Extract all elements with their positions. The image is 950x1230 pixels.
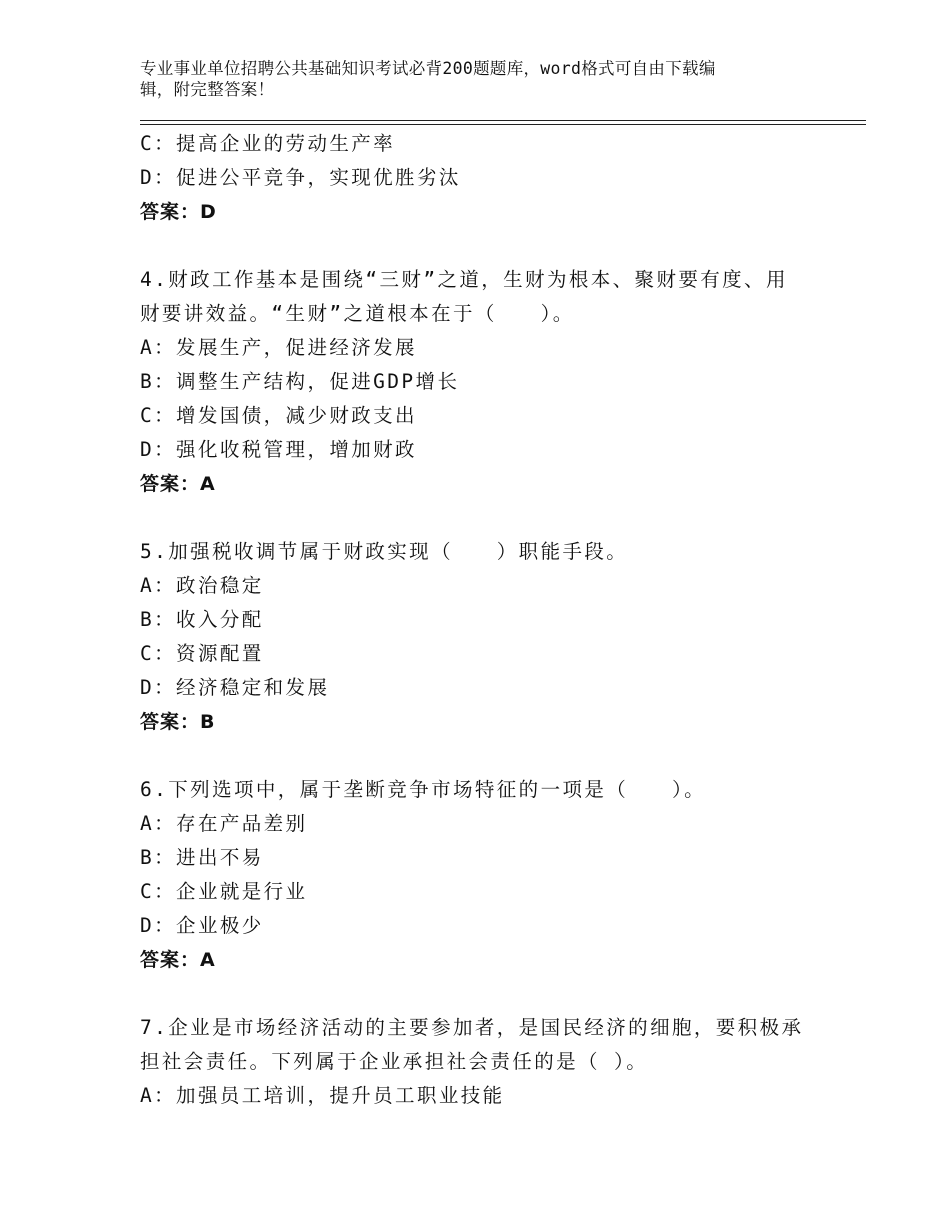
option-line: D：强化收税管理，增加财政 [140,438,417,461]
answer-line: 答案：A [140,949,216,971]
spacer [140,977,820,1011]
option-line: A：存在产品差别 [140,812,308,835]
question-content [140,127,820,1113]
option-line: B：进出不易 [140,846,264,869]
option-line: D：企业极少 [140,914,264,937]
question-text-line: 4.财政工作基本是围绕“三财”之道，生财为根本、聚财要有度、用 [140,268,788,291]
option-line: C：企业就是行业 [140,880,308,903]
spacer [140,739,820,773]
header-divider [140,120,866,125]
option-line: A：政治稳定 [140,574,264,597]
question-text-line: 6.下列选项中，属于垄断竞争市场特征的一项是（ ）。 [140,778,707,801]
option-line: A：发展生产，促进经济发展 [140,336,417,359]
option-line: D：促进公平竞争，实现优胜劣汰 [140,166,461,189]
question-text-line: 担社会责任。下列属于企业承担社会责任的是（ ）。 [140,1050,649,1073]
option-line: D：经济稳定和发展 [140,676,330,699]
question-text-line: 财要讲效益。“生财”之道根本在于（ ）。 [140,302,575,325]
option-line: C：资源配置 [140,642,264,665]
answer-line: 答案：A [140,473,216,495]
option-line: C：增发国债，减少财政支出 [140,404,417,427]
header-title-line-2: 辑，附完整答案！ [140,80,275,99]
question-text-line: 5.加强税收调节属于财政实现（ ）职能手段。 [140,540,629,563]
spacer [140,501,820,535]
option-line: A：加强员工培训，提升员工职业技能 [140,1084,505,1107]
spacer [140,229,820,263]
option-line: B：收入分配 [140,608,264,631]
answer-line: 答案：D [140,201,217,223]
answer-line: 答案：B [140,711,216,733]
option-line: C：提高企业的劳动生产率 [140,132,396,155]
question-text-line: 7.企业是市场经济活动的主要参加者，是国民经济的细胞，要积极承 [140,1016,804,1039]
option-line: B：调整生产结构，促进GDP增长 [140,370,460,393]
page-header [140,58,800,100]
header-title-line-1: 专业事业单位招聘公共基础知识考试必背200题题库，word格式可自由下载编 [140,59,716,78]
